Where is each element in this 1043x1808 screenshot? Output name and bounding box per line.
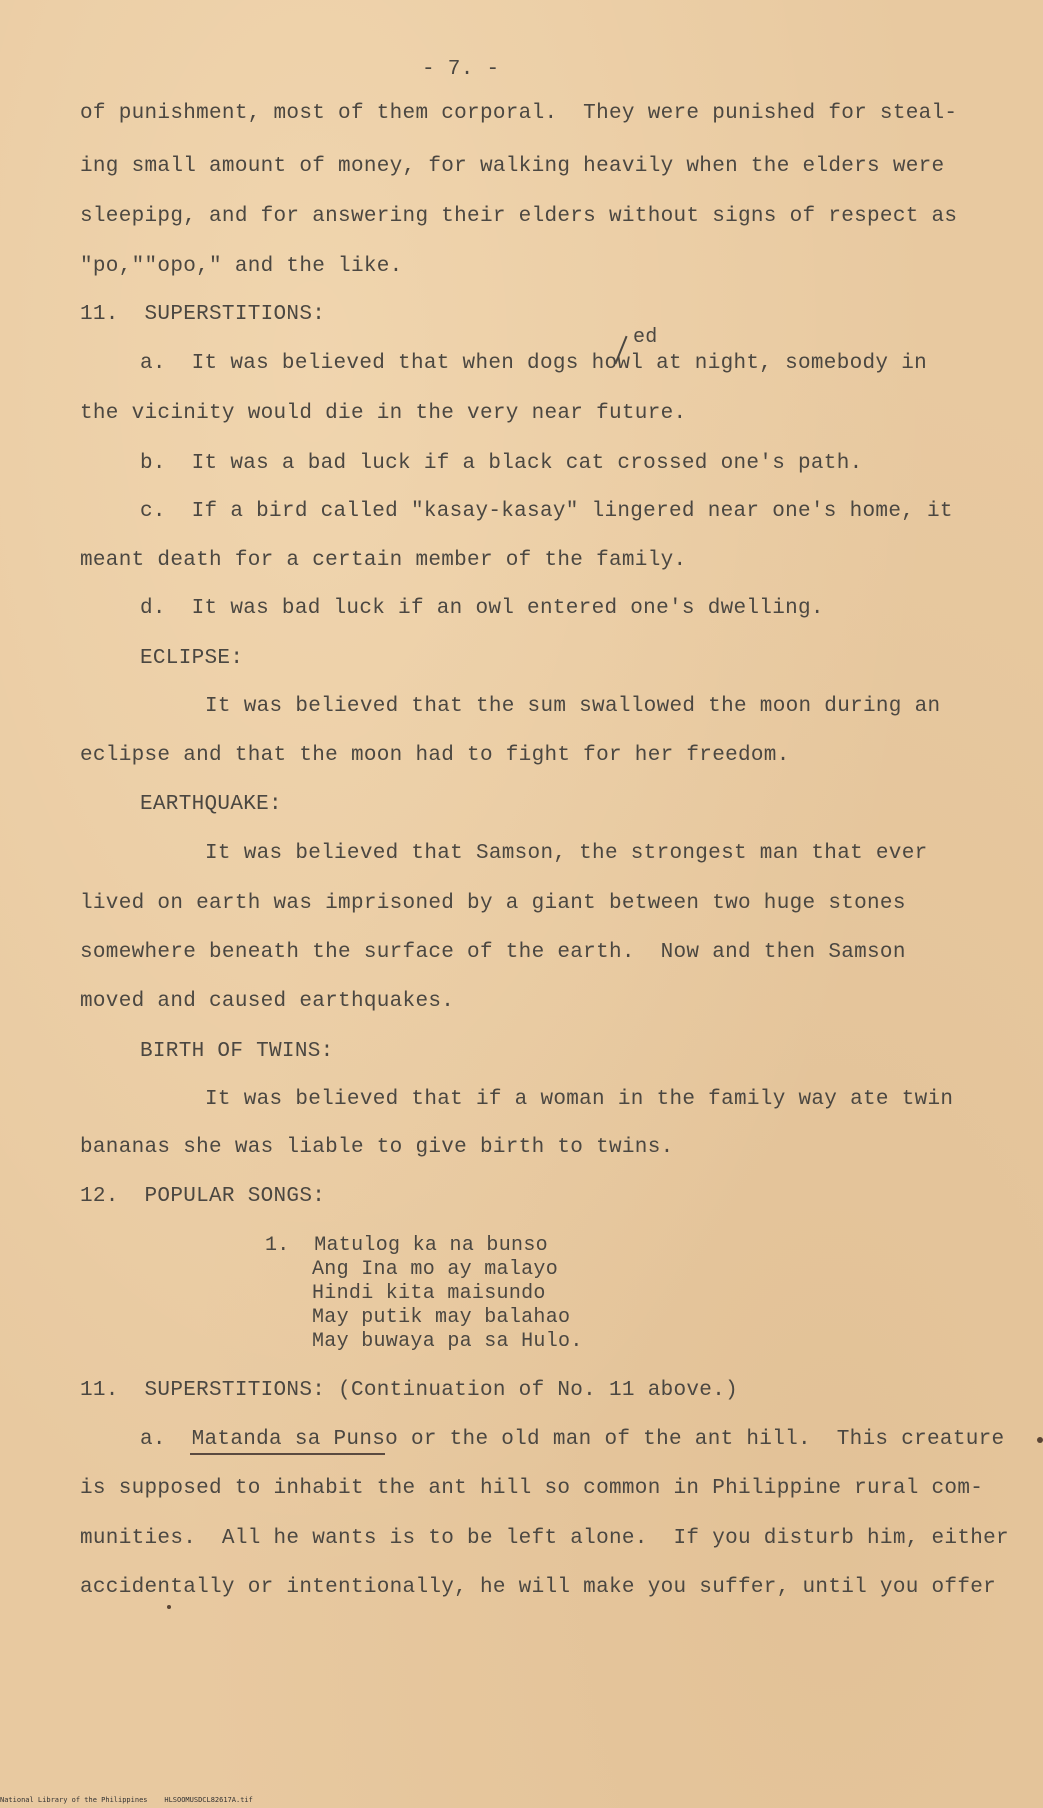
scan-footer: National Library of the Philippines HLSOOMUSDCL82617A.tif [0,1796,253,1804]
text-line: of punishment, most of them corporal. They were punished for steal- [80,102,958,125]
underline-matanda-sa-punso [190,1453,385,1455]
text-line: somewhere beneath the surface of the earth. Now and then Samson [80,941,906,964]
poem-line: Ang Ina mo ay malayo [312,1258,559,1281]
text-line: "po,""opo," and the like. [80,255,403,278]
text-line: ing small amount of money, for walking heavily when the elders were [80,155,945,178]
text-line: lived on earth was imprisoned by a giant between two huge stones [80,892,906,915]
ink-speck [1037,1437,1043,1443]
text-line: c. If a bird called "kasay-kasay" lingered near one's home, it [140,500,953,523]
text-line: b. It was a bad luck if a black cat crossed one's path. [140,452,863,475]
poem-line: May putik may balahao [312,1306,571,1329]
text-line: accidentally or intentionally, he will make you suffer, until you offer [80,1576,997,1599]
page-number: - 7. - [422,58,500,81]
text-line: moved and caused earthquakes. [80,990,455,1013]
handwritten-insertion-ed: ed [633,326,658,349]
poem-line: May buwaya pa sa Hulo. [312,1330,583,1353]
section-heading-superstitions-continued: 11. SUPERSTITIONS: (Continuation of No. 11 above.) [80,1379,739,1402]
text-line: eclipse and that the moon had to fight for her freedom. [80,744,790,767]
text-line: a. It was believed that when dogs howl at night, somebody in [140,352,928,375]
text-line: munities. All he wants is to be left alone. If you disturb him, either [80,1527,1009,1550]
text-line: sleepipg, and for answering their elders without signs of respect as [80,205,958,228]
section-heading-popular-songs: 12. POPULAR SONGS: [80,1185,326,1208]
ink-speck [167,1605,171,1609]
text-line: It was believed that the sum swallowed the moon during an [205,695,941,718]
text-line: It was believed that Samson, the strongest man that ever [205,842,928,865]
section-heading-superstitions: 11. SUPERSTITIONS: [80,303,326,326]
subheading-earthquake: EARTHQUAKE: [140,793,282,816]
subheading-eclipse: ECLIPSE: [140,647,244,670]
poem-line: Hindi kita maisundo [312,1282,546,1305]
subheading-birth-of-twins: BIRTH OF TWINS: [140,1040,334,1063]
text-line: a. Matanda sa Punso or the old man of the ant hill. This creature [140,1428,1005,1451]
text-line: It was believed that if a woman in the family way ate twin [205,1088,954,1111]
text-line: bananas she was liable to give birth to twins. [80,1136,674,1159]
text-line: d. It was bad luck if an owl entered one's dwelling. [140,597,824,620]
text-line: the vicinity would die in the very near future. [80,402,687,425]
poem-line: 1. Matulog ka na bunso [265,1234,548,1257]
text-line: is supposed to inhabit the ant hill so common in Philippine rural com- [80,1477,984,1500]
text-line: meant death for a certain member of the family. [80,549,687,572]
